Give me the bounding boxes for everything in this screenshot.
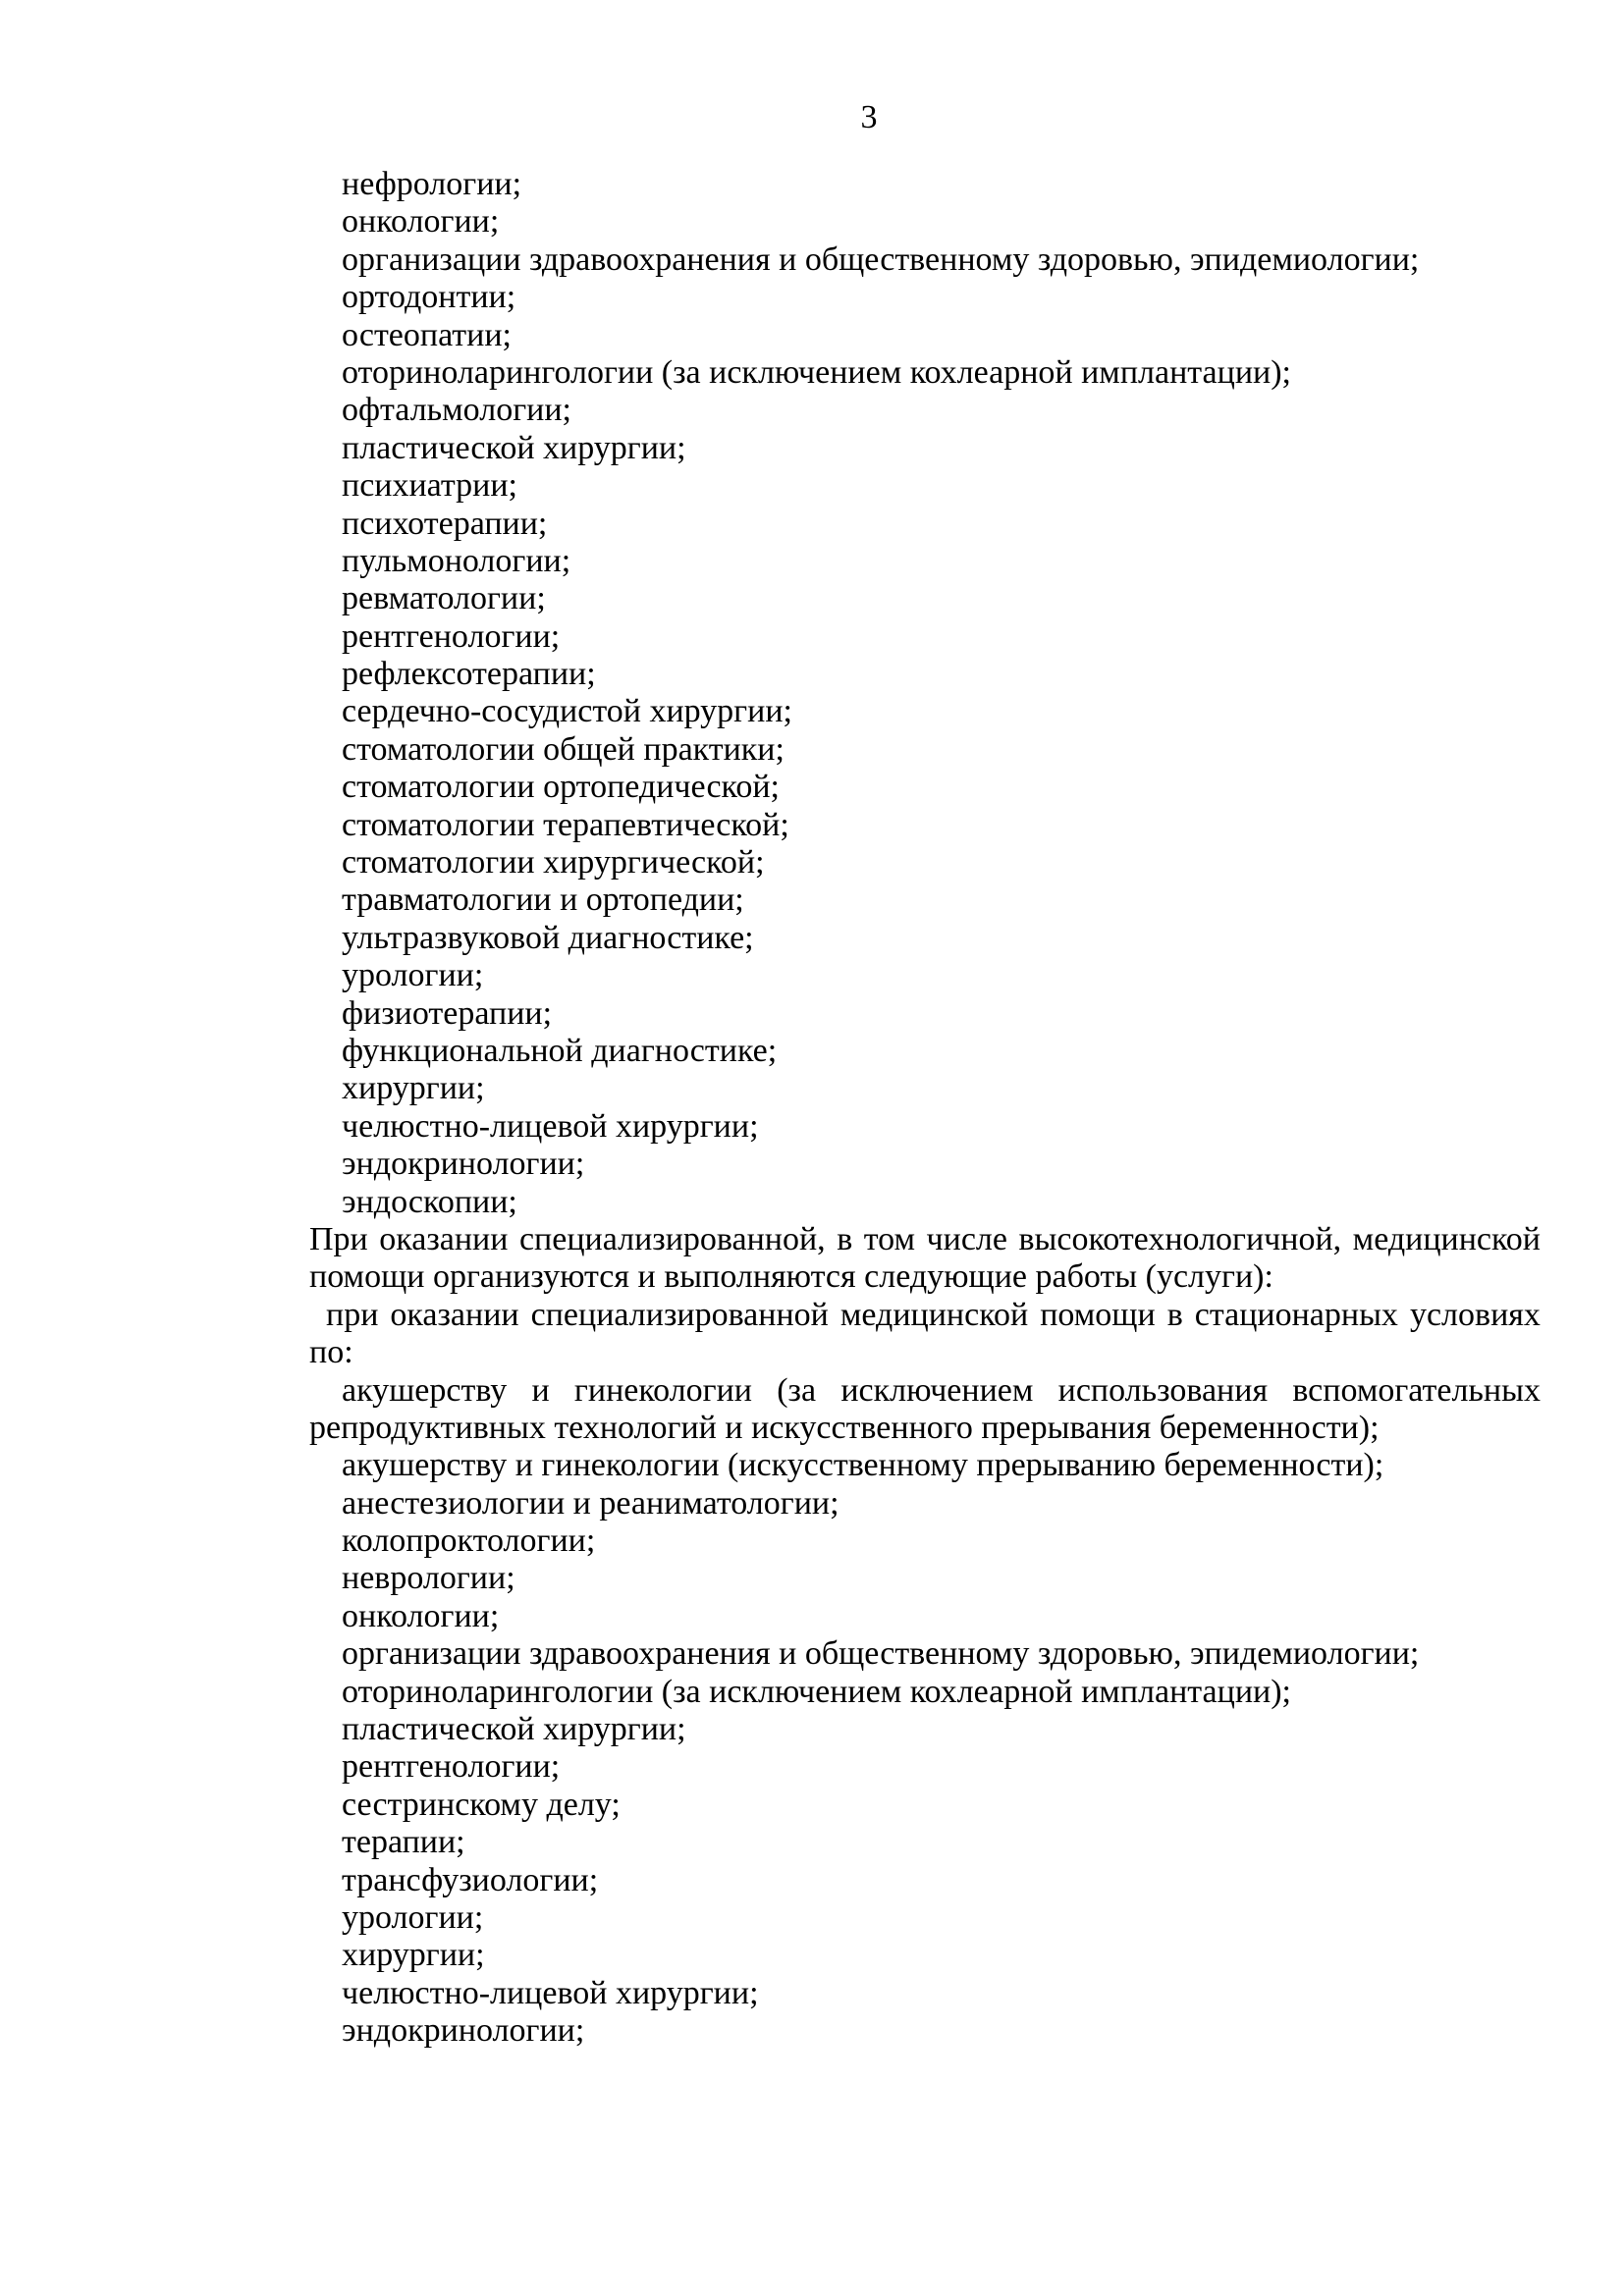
document-line: репродуктивных технологий и искусственного прерывания беременности); xyxy=(309,1409,1380,1446)
word: (за xyxy=(777,1371,817,1409)
word: гинекологии xyxy=(573,1371,752,1409)
word: акушерству xyxy=(342,1371,508,1409)
document-line: физиотерапии; xyxy=(342,994,553,1032)
document-line: оториноларингологии (за исключением кохлеарной имплантации); xyxy=(342,353,1291,391)
word: помощи xyxy=(1040,1296,1156,1333)
word: в xyxy=(1166,1296,1183,1333)
document-line: психиатрии; xyxy=(342,467,517,505)
word: в xyxy=(837,1220,853,1257)
document-line: стоматологии терапевтической; xyxy=(342,806,789,843)
document-line: пульмонологии; xyxy=(342,542,571,579)
word: исключением xyxy=(840,1371,1034,1409)
document-line: сердечно-сосудистой хирургии; xyxy=(342,693,792,730)
document-line: психотерапии; xyxy=(342,505,548,542)
word: оказании xyxy=(390,1296,519,1333)
document-line: эндокринологии; xyxy=(342,1146,585,1183)
document-line: помощи организуются и выполняются следующие работы (услуги): xyxy=(309,1258,1273,1296)
document-line: терапии; xyxy=(342,1824,465,1861)
document-line xyxy=(309,1372,1541,1410)
document-line: челюстно-лицевой хирургии; xyxy=(342,1107,759,1145)
document-line: онкологии; xyxy=(342,203,500,240)
document-line: ревматологии; xyxy=(342,580,546,617)
document-line: эндоскопии; xyxy=(342,1183,517,1220)
document-line: остеопатии; xyxy=(342,316,512,353)
word: условиях xyxy=(1409,1296,1541,1333)
word: высокотехнологичной, xyxy=(1018,1220,1342,1257)
document-line: оториноларингологии (за исключением кохлеарной имплантации); xyxy=(342,1673,1291,1710)
word: при xyxy=(326,1296,379,1333)
document-line: пластической хирургии; xyxy=(342,1711,686,1748)
document-line: травматологии и ортопедии; xyxy=(342,881,744,919)
document-line: рентгенологии; xyxy=(342,1748,561,1786)
document-line: хирургии; xyxy=(342,1937,485,1974)
document-line: рентгенологии; xyxy=(342,617,561,655)
document-line: челюстно-лицевой хирургии; xyxy=(342,1974,759,2011)
document-line: онкологии; xyxy=(342,1597,500,1634)
document-line: анестезиологии и реаниматологии; xyxy=(342,1484,839,1522)
document-line: организации здравоохранения и общественному здоровью, эпидемиологии; xyxy=(342,240,1420,278)
document-line xyxy=(309,1297,1541,1334)
word: том xyxy=(863,1220,916,1257)
document-line xyxy=(309,1221,1541,1258)
document-line: ортодонтии; xyxy=(342,279,516,316)
word: медицинской xyxy=(1352,1220,1541,1257)
document-line: стоматологии ортопедической; xyxy=(342,769,780,806)
document-line: стоматологии хирургической; xyxy=(342,844,765,881)
document-line: стоматологии общей практики; xyxy=(342,730,785,768)
document-line: сестринскому делу; xyxy=(342,1786,621,1823)
document-line: неврологии; xyxy=(342,1560,515,1597)
document-line: колопроктологии; xyxy=(342,1522,596,1560)
document-line: акушерству и гинекологии (искусственному прерыванию беременности); xyxy=(342,1447,1384,1484)
document-line: функциональной диагностике; xyxy=(342,1032,778,1069)
word: вспомогательных xyxy=(1292,1371,1541,1409)
document-line: офтальмологии; xyxy=(342,392,571,429)
document-line: по: xyxy=(309,1334,353,1371)
document-line: организации здравоохранения и общественному здоровью, эпидемиологии; xyxy=(342,1635,1420,1673)
document-line: рефлексотерапии; xyxy=(342,656,596,693)
word: При xyxy=(309,1220,368,1257)
word: и xyxy=(531,1371,550,1409)
word: числе xyxy=(926,1220,1007,1257)
document-line: эндокринологии; xyxy=(342,2012,585,2050)
word: медицинской xyxy=(839,1296,1029,1333)
word: оказании xyxy=(379,1220,509,1257)
page-number: 3 xyxy=(860,99,878,135)
document-line: нефрологии; xyxy=(342,166,522,202)
word: специализированной xyxy=(530,1296,829,1333)
document-line: хирургии; xyxy=(342,1070,485,1107)
document-line: трансфузиологии; xyxy=(342,1861,599,1898)
word: использования xyxy=(1057,1371,1269,1409)
document-line: ультразвуковой диагностике; xyxy=(342,919,754,956)
document-content xyxy=(309,166,1541,2051)
word: стационарных xyxy=(1194,1296,1398,1333)
word: специализированной, xyxy=(518,1220,826,1257)
document-line: пластической хирургии; xyxy=(342,429,686,466)
document-line: урологии; xyxy=(342,1898,484,1936)
document-line: урологии; xyxy=(342,957,484,994)
